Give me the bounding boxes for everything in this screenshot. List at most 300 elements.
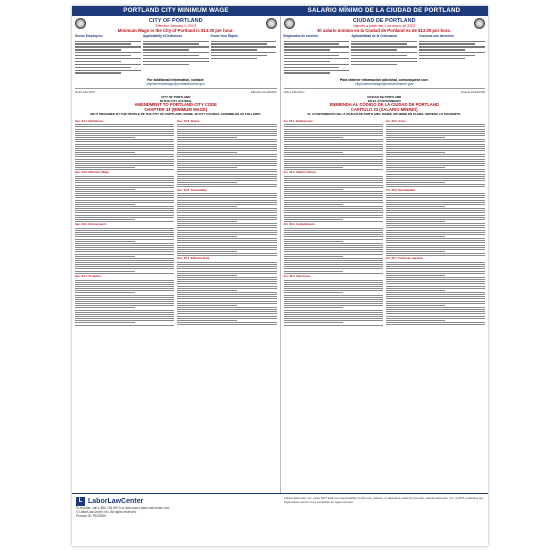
- text-line: [75, 144, 174, 145]
- text-line: [284, 152, 344, 153]
- text-line: [386, 227, 485, 228]
- text-line: [284, 241, 344, 242]
- text-line: [177, 131, 276, 132]
- section-heading: Sec. 33.5. Notice.: [177, 118, 201, 123]
- text-line: [75, 325, 174, 326]
- effective-date: Vigente a partir del 1 de enero de 2023: [353, 24, 416, 28]
- text-line: [284, 271, 344, 272]
- text-line: [177, 208, 276, 209]
- order-effective: Effective 01/19/2023: [251, 89, 277, 94]
- text-line: [284, 141, 383, 142]
- text-line: [177, 150, 276, 151]
- text-line: [177, 303, 276, 304]
- text-line: [177, 197, 276, 198]
- text-line: [177, 161, 276, 162]
- text-line: [386, 163, 485, 164]
- text-line: [75, 303, 174, 304]
- text-line: [177, 139, 276, 140]
- text-line: [177, 247, 276, 248]
- effective-date: Effective January 1, 2023: [155, 24, 196, 28]
- text-line: [386, 171, 485, 172]
- text-line: [75, 258, 174, 259]
- text-line: [284, 206, 383, 207]
- text-line: [177, 182, 237, 183]
- text-line: [386, 195, 485, 196]
- text-line: [284, 249, 383, 250]
- text-line: [177, 253, 276, 254]
- text-line: [75, 159, 174, 160]
- text-line: [386, 251, 446, 252]
- text-line: [177, 154, 276, 155]
- text-line: [386, 161, 485, 162]
- text-line: [284, 266, 383, 267]
- text-line: [284, 310, 383, 311]
- text-line: [284, 318, 383, 319]
- contact-email: cityminimumwage@portlandmaine.gov: [146, 82, 205, 87]
- text-line: [75, 239, 174, 240]
- text-line: [75, 320, 174, 321]
- text-line: [284, 301, 383, 302]
- text-line: [386, 305, 446, 306]
- text-line: [75, 256, 135, 257]
- text-line: [75, 322, 135, 323]
- section-heading: Sec. 33.7. Effective Date.: [177, 256, 211, 261]
- text-line: [386, 253, 485, 254]
- text-line: [75, 206, 174, 207]
- text-line: [386, 283, 485, 284]
- text-line: [177, 178, 276, 179]
- text-line: [386, 324, 485, 325]
- text-line: [284, 197, 383, 198]
- wage-rate: El salario mínimo en la Ciudad de Portland es de $13.00 por hora.: [317, 28, 451, 34]
- text-line: [177, 212, 276, 213]
- text-line: [75, 282, 174, 283]
- city-seal-icon: [474, 18, 485, 29]
- text-line: [386, 225, 485, 226]
- text-line: [284, 305, 383, 306]
- box-header: Empleados de servicio: [283, 34, 319, 39]
- text-line: [386, 290, 446, 291]
- text-line: [284, 316, 383, 317]
- text-line: [284, 146, 383, 147]
- text-line: [75, 305, 174, 306]
- english-column: [72, 16, 280, 494]
- text-line: [386, 232, 485, 233]
- text-line: [386, 180, 485, 181]
- text-line: [386, 296, 485, 297]
- text-line: [386, 202, 485, 203]
- text-line: [75, 318, 174, 319]
- text-line: [386, 131, 485, 132]
- text-line: [177, 174, 276, 175]
- text-line: [75, 193, 174, 194]
- text-line: [177, 266, 276, 267]
- text-line: [284, 178, 383, 179]
- text-line: [386, 174, 485, 175]
- text-line: [75, 202, 174, 203]
- text-line: [386, 178, 485, 179]
- text-line: [284, 135, 383, 136]
- text-line: [75, 234, 174, 235]
- copyright-line: © LaborLawCenter, Inc. All rights reserved.: [76, 510, 137, 514]
- ordinance-chapter: CHAPTER 33 (MINIMUM WAGE): [144, 107, 208, 113]
- text-line: [386, 184, 485, 185]
- text-line: [284, 161, 383, 162]
- text-line: [177, 283, 276, 284]
- text-line: [386, 303, 485, 304]
- text-line: [75, 210, 174, 211]
- text-line: [75, 141, 174, 142]
- text-line: [177, 137, 237, 138]
- text-line: [177, 219, 276, 220]
- text-line: [386, 133, 485, 134]
- text-line: [386, 210, 485, 211]
- text-line: [177, 180, 276, 181]
- text-line: [177, 204, 276, 205]
- text-line: [284, 163, 383, 164]
- text-line: [386, 286, 485, 287]
- text-line: [386, 281, 485, 282]
- text-line: [386, 152, 446, 153]
- text-line: [177, 268, 276, 269]
- text-line: [284, 268, 383, 269]
- text-line: [75, 290, 174, 291]
- text-line: [284, 137, 344, 138]
- text-line: [177, 133, 276, 134]
- text-line: [177, 264, 276, 265]
- box-header: Senior Employees: [75, 34, 103, 39]
- title-banner: [72, 6, 488, 16]
- text-line: [386, 176, 485, 177]
- text-line: [386, 137, 446, 138]
- text-line: [386, 316, 485, 317]
- text-line: [75, 230, 174, 231]
- text-line: [386, 311, 485, 312]
- text-line: [75, 200, 174, 201]
- text-line: [284, 219, 344, 220]
- text-line: [177, 262, 276, 263]
- text-line: [75, 266, 174, 267]
- text-line: [386, 124, 485, 125]
- text-line: [177, 221, 237, 222]
- text-line: [386, 141, 485, 142]
- text-line: [386, 197, 485, 198]
- text-line: [177, 195, 276, 196]
- text-line: [386, 298, 485, 299]
- text-line: [75, 161, 174, 162]
- section-heading: Art. 33.3. Cumplimiento.: [283, 222, 316, 227]
- text-line: [284, 156, 383, 157]
- text-line: [75, 139, 174, 140]
- text-line: [386, 206, 446, 207]
- text-line: [284, 325, 383, 326]
- text-line: [284, 247, 383, 248]
- text-line: [75, 154, 174, 155]
- text-line: [75, 152, 135, 153]
- text-line: [177, 135, 276, 136]
- text-line: [177, 309, 276, 310]
- city-seal-icon: [266, 18, 277, 29]
- text-line: [386, 159, 485, 160]
- ordinance-preamble: EL AYUNTAMIENTO DE LA CIUDAD DE PORTLAND, MAINE, REUNIDO EN PLENO, ORDENA LO SIGUIENTE:: [307, 112, 461, 117]
- text-line: [386, 129, 485, 130]
- text-line: [284, 292, 344, 293]
- text-line: [75, 129, 174, 130]
- ordinance-city: CITY OF PORTLAND: [161, 95, 191, 100]
- text-line: [75, 185, 174, 186]
- text-line: [75, 150, 174, 151]
- contact-label: For additional information, contact:: [147, 78, 205, 83]
- text-line: [75, 178, 174, 179]
- text-line: [75, 232, 174, 233]
- text-line: [386, 126, 485, 127]
- city-seal-icon: [75, 18, 86, 29]
- text-line: [386, 277, 485, 278]
- disclaimer: LaborLawCenter, Inc. does NOT assume responsibility for the use, actions, or decisions made by the user. LaborLawCenter, Inc. is NOT rendering any legal advice and is not a substitute for legal counsel.: [284, 496, 484, 504]
- text-line: [284, 187, 383, 188]
- text-line: [75, 208, 174, 209]
- text-line: [75, 251, 174, 252]
- order-effective: Vigente 01/19/2023: [460, 89, 485, 94]
- text-line: [75, 135, 174, 136]
- text-line: [284, 139, 383, 140]
- text-line: [177, 230, 276, 231]
- text-line: [75, 167, 135, 168]
- text-line: [75, 280, 174, 281]
- text-line: [177, 206, 237, 207]
- text-line: [177, 279, 276, 280]
- text-line: [386, 249, 485, 250]
- ordinance-body: [75, 119, 277, 327]
- text-line: [177, 124, 276, 125]
- text-line: [75, 131, 174, 132]
- text-line: [284, 286, 383, 287]
- text-line: [177, 296, 276, 297]
- text-line: [386, 268, 485, 269]
- text-line: [177, 322, 276, 323]
- text-line: [177, 217, 276, 218]
- text-line: [386, 146, 485, 147]
- text-line: [75, 126, 174, 127]
- section-heading: Sec. 33.6. Severability.: [177, 187, 208, 192]
- text-line: [386, 234, 485, 235]
- box-header: Aplicabilidad de la Ordenanza: [351, 34, 397, 39]
- text-line: [284, 299, 383, 300]
- text-line: [177, 290, 237, 291]
- text-line: [284, 236, 383, 237]
- text-line: [177, 301, 276, 302]
- text-line: [284, 239, 383, 240]
- ordinance-title: ENMIENDA AL CÓDIGO DE LA CIUDAD DE PORTLAND: [329, 102, 439, 108]
- text-line: [284, 234, 383, 235]
- text-line: [75, 204, 135, 205]
- section-heading: Sec. 33.3. Enforcement.: [75, 222, 107, 227]
- section-heading: Art. 33.7. Fecha de vigencia.: [385, 256, 424, 261]
- text-line: [284, 262, 383, 263]
- ordinance-city: CIUDAD DE PORTLAND: [367, 95, 402, 100]
- text-line: [284, 284, 383, 285]
- text-line: [386, 204, 485, 205]
- text-line: [75, 236, 174, 237]
- text-line: [284, 290, 383, 291]
- text-line: [386, 217, 485, 218]
- text-line: [386, 212, 485, 213]
- text-line: [75, 243, 174, 244]
- text-line: [386, 230, 485, 231]
- text-line: [284, 150, 383, 151]
- spanish-column: [280, 16, 489, 494]
- text-line: [386, 219, 485, 220]
- text-line: [284, 217, 383, 218]
- text-line: [284, 195, 383, 196]
- section-heading: Art. 33.1. Definiciones.: [283, 118, 314, 123]
- text-line: [284, 189, 344, 190]
- banner-title-english: PORTLAND CITY MINIMUM WAGE: [123, 7, 229, 14]
- text-line: [386, 275, 446, 276]
- text-line: [177, 225, 276, 226]
- summary-boxes: [284, 35, 486, 75]
- text-line: [177, 249, 276, 250]
- poster: [72, 6, 488, 546]
- text-line: [386, 200, 485, 201]
- text-line: [75, 197, 174, 198]
- text-line: [386, 318, 485, 319]
- text-line: [177, 184, 276, 185]
- text-line: [284, 245, 383, 246]
- text-line: [177, 148, 276, 149]
- city-seal-icon: [284, 18, 295, 29]
- text-line: [284, 126, 383, 127]
- text-line: [177, 227, 276, 228]
- text-line: [177, 234, 276, 235]
- box-header: Applicability of Ordinance: [142, 34, 183, 39]
- text-line: [75, 124, 174, 125]
- text-line: [386, 238, 485, 239]
- text-line: [177, 167, 237, 168]
- text-line: [177, 273, 276, 274]
- text-line: [284, 232, 383, 233]
- text-line: [284, 254, 383, 255]
- text-line: [284, 258, 383, 259]
- text-line: [284, 133, 383, 134]
- text-line: [386, 262, 485, 263]
- text-line: [177, 152, 237, 153]
- text-line: [75, 314, 174, 315]
- text-line: [386, 221, 446, 222]
- text-line: [386, 240, 485, 241]
- text-line: [75, 288, 174, 289]
- ordinance-preamble: BE IT ORDAINED BY THE PEOPLE OF THE CITY OF PORTLAND, MAINE, IN CITY COUNCIL ASSEMBLED AS FOLLOWS:: [90, 112, 262, 117]
- ordinance-council: IN THE CITY COUNCIL: [159, 98, 192, 103]
- text-line: [284, 256, 344, 257]
- text-line: [177, 324, 276, 325]
- text-line: [75, 284, 174, 285]
- text-line: [177, 238, 276, 239]
- text-line: [177, 313, 276, 314]
- text-line: [75, 271, 135, 272]
- text-line: [386, 247, 485, 248]
- text-line: [284, 176, 383, 177]
- text-line: [284, 322, 344, 323]
- text-line: [177, 126, 276, 127]
- text-line: [284, 154, 383, 155]
- text-line: [75, 182, 174, 183]
- text-line: [284, 280, 383, 281]
- text-line: [75, 262, 174, 263]
- text-line: [284, 202, 383, 203]
- text-line: [177, 294, 276, 295]
- text-line: [386, 292, 485, 293]
- text-line: [386, 169, 485, 170]
- text-line: [177, 223, 276, 224]
- text-line: [386, 154, 485, 155]
- footer: [72, 493, 488, 546]
- text-line: [386, 313, 485, 314]
- text-line: [177, 240, 276, 241]
- text-line: [386, 294, 485, 295]
- ordinance-council: EN EL AYUNTAMIENTO: [367, 98, 401, 103]
- text-line: [284, 191, 383, 192]
- text-line: [284, 208, 383, 209]
- text-line: [284, 320, 383, 321]
- text-line: [75, 249, 174, 250]
- text-line: [75, 286, 174, 287]
- box-header: Know Your Rights: [210, 34, 238, 39]
- text-line: [75, 247, 174, 248]
- text-line: [75, 295, 174, 296]
- text-line: [284, 228, 383, 229]
- text-line: [386, 301, 485, 302]
- ordinance-chapter: CAPÍTULO 33 (SALARIO MÍNIMO): [350, 107, 418, 113]
- text-line: [75, 297, 174, 298]
- text-line: [75, 307, 135, 308]
- text-line: [75, 187, 174, 188]
- text-line: [386, 309, 485, 310]
- text-line: [284, 200, 383, 201]
- text-line: [75, 189, 135, 190]
- text-line: [177, 281, 276, 282]
- ordinance-title: AMENDMENT TO PORTLAND CITY CODE: [134, 102, 217, 108]
- text-line: [386, 307, 485, 308]
- text-line: [177, 169, 276, 170]
- text-line: [177, 163, 276, 164]
- text-line: [75, 176, 174, 177]
- text-line: [284, 144, 383, 145]
- section-heading: Art. 33.2. Salario mínimo.: [283, 170, 317, 175]
- section-heading: Sec. 33.1. Definitions.: [75, 118, 104, 123]
- section-heading: Art. 33.6. Divisibilidad.: [385, 187, 416, 192]
- text-line: [177, 251, 237, 252]
- wage-rate: Minimum Wage in the City of Portland is $13.00 per hour.: [117, 28, 234, 34]
- text-line: [75, 163, 174, 164]
- text-line: [75, 301, 174, 302]
- text-line: [177, 176, 276, 177]
- text-line: [177, 275, 237, 276]
- text-line: [284, 204, 344, 205]
- text-line: [386, 264, 485, 265]
- text-line: [177, 305, 237, 306]
- section-heading: Sec. 33.4. Penalties.: [75, 273, 102, 278]
- text-line: [177, 210, 276, 211]
- text-line: [75, 180, 174, 181]
- text-line: [284, 212, 383, 213]
- text-line: [177, 242, 276, 243]
- text-line: [75, 260, 174, 261]
- text-line: [386, 148, 485, 149]
- text-line: [177, 236, 237, 237]
- text-line: [284, 314, 383, 315]
- text-line: [75, 191, 174, 192]
